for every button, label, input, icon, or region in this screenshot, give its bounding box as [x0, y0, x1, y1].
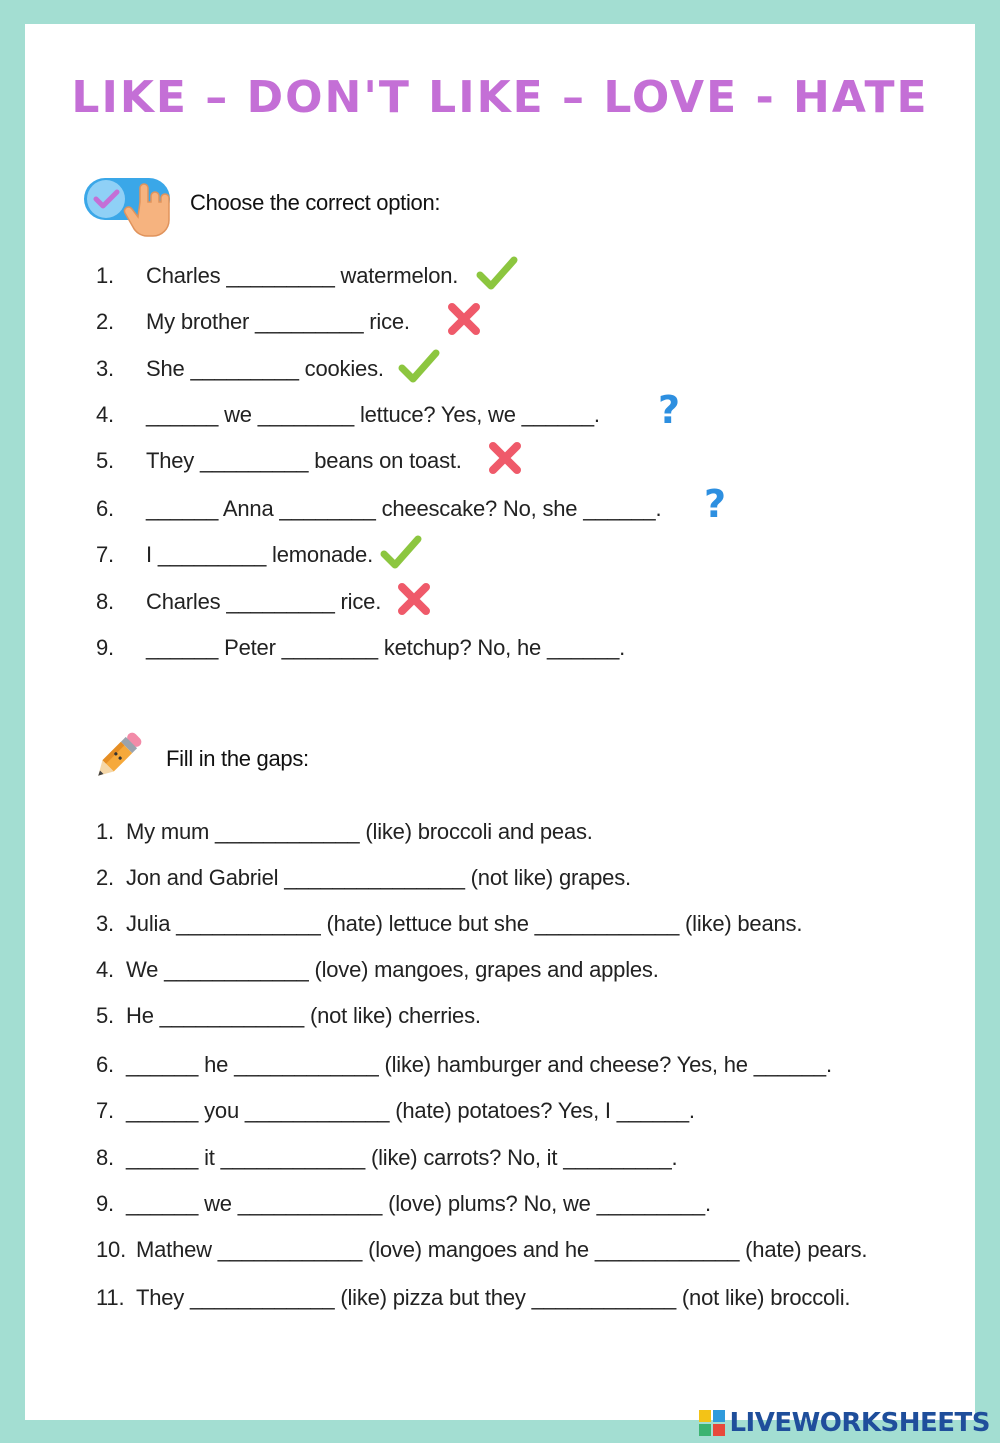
check-mark-icon — [476, 255, 518, 295]
item-number: 3. — [96, 356, 114, 381]
item-number: 8. — [96, 1145, 114, 1170]
question-mark-icon — [654, 390, 684, 434]
item-number: 7. — [96, 1098, 114, 1123]
item-number: 2. — [96, 865, 114, 890]
item-number: 6. — [96, 1052, 114, 1077]
item-sentence: He ____________ (not like) cherries. — [126, 1003, 481, 1028]
item-sentence: My mum ____________ (like) broccoli and peas. — [126, 819, 593, 844]
item-sentence: ______ we ____________ (love) plums? No, we _________. — [126, 1191, 711, 1216]
check-mark-icon — [380, 534, 422, 574]
section2-heading: Fill in the gaps: — [166, 746, 309, 771]
item-sentence: My brother _________ rice. — [146, 309, 410, 334]
footer-brand — [699, 1409, 990, 1437]
footer-brand-text: LIVEWORKSHEETS — [729, 1408, 990, 1438]
item-number: 9. — [96, 1191, 114, 1216]
item-sentence: ______ Anna ________ cheescake? No, she ______. — [146, 496, 662, 521]
svg-text:?: ? — [657, 390, 681, 430]
item-number: 5. — [96, 448, 114, 473]
item-number: 4. — [96, 957, 114, 982]
item-sentence: ______ we ________ lettuce? Yes, we ______. — [146, 402, 600, 427]
item-sentence: They _________ beans on toast. — [146, 448, 462, 473]
item-number: 1. — [96, 819, 114, 844]
item-sentence: Charles _________ watermelon. — [146, 263, 459, 288]
item-number: 8. — [96, 589, 114, 614]
item-sentence: Charles _________ rice. — [146, 589, 382, 614]
item-sentence: I _________ lemonade. — [146, 542, 373, 567]
item-sentence: We ____________ (love) mangoes, grapes and apples. — [126, 957, 659, 982]
item-sentence: ______ he ____________ (like) hamburger and cheese? Yes, he ______. — [126, 1052, 832, 1077]
check-mark-icon — [398, 348, 440, 388]
item-number: 10. — [96, 1237, 126, 1262]
item-number: 7. — [96, 542, 114, 567]
item-sentence: ______ it ____________ (like) carrots? No, it _________. — [126, 1145, 678, 1170]
item-number: 4. — [96, 402, 114, 427]
page-title: LIKE – DON'T LIKE – LOVE - HATE — [71, 72, 929, 123]
svg-text:?: ? — [703, 484, 727, 524]
cross-mark-icon — [446, 301, 482, 341]
cross-mark-icon — [396, 581, 432, 621]
item-sentence: ______ Peter ________ ketchup? No, he ______. — [146, 635, 626, 660]
liveworksheets-logo-icon — [699, 1410, 725, 1436]
item-number: 6. — [96, 496, 114, 521]
item-sentence: She _________ cookies. — [146, 356, 384, 381]
item-sentence: They ____________ (like) pizza but they ____________ (not like) broccoli. — [136, 1285, 851, 1310]
item-number: 11. — [96, 1285, 125, 1310]
item-number: 1. — [96, 263, 114, 288]
item-sentence: Jon and Gabriel _______________ (not like) grapes. — [126, 865, 631, 890]
item-sentence: Mathew ____________ (love) mangoes and he ____________ (hate) pears. — [136, 1237, 868, 1262]
section1-heading: Choose the correct option: — [190, 190, 441, 215]
item-sentence: Julia ____________ (hate) lettuce but she ____________ (like) beans. — [126, 911, 803, 936]
pencil-icon — [88, 726, 148, 786]
item-number: 2. — [96, 309, 114, 334]
toggle-hand-icon — [82, 172, 174, 248]
item-sentence: ______ you ____________ (hate) potatoes? Yes, I ______. — [126, 1098, 695, 1123]
item-number: 3. — [96, 911, 114, 936]
cross-mark-icon — [487, 440, 523, 480]
question-mark-icon — [700, 484, 730, 528]
item-number: 5. — [96, 1003, 114, 1028]
item-number: 9. — [96, 635, 114, 660]
